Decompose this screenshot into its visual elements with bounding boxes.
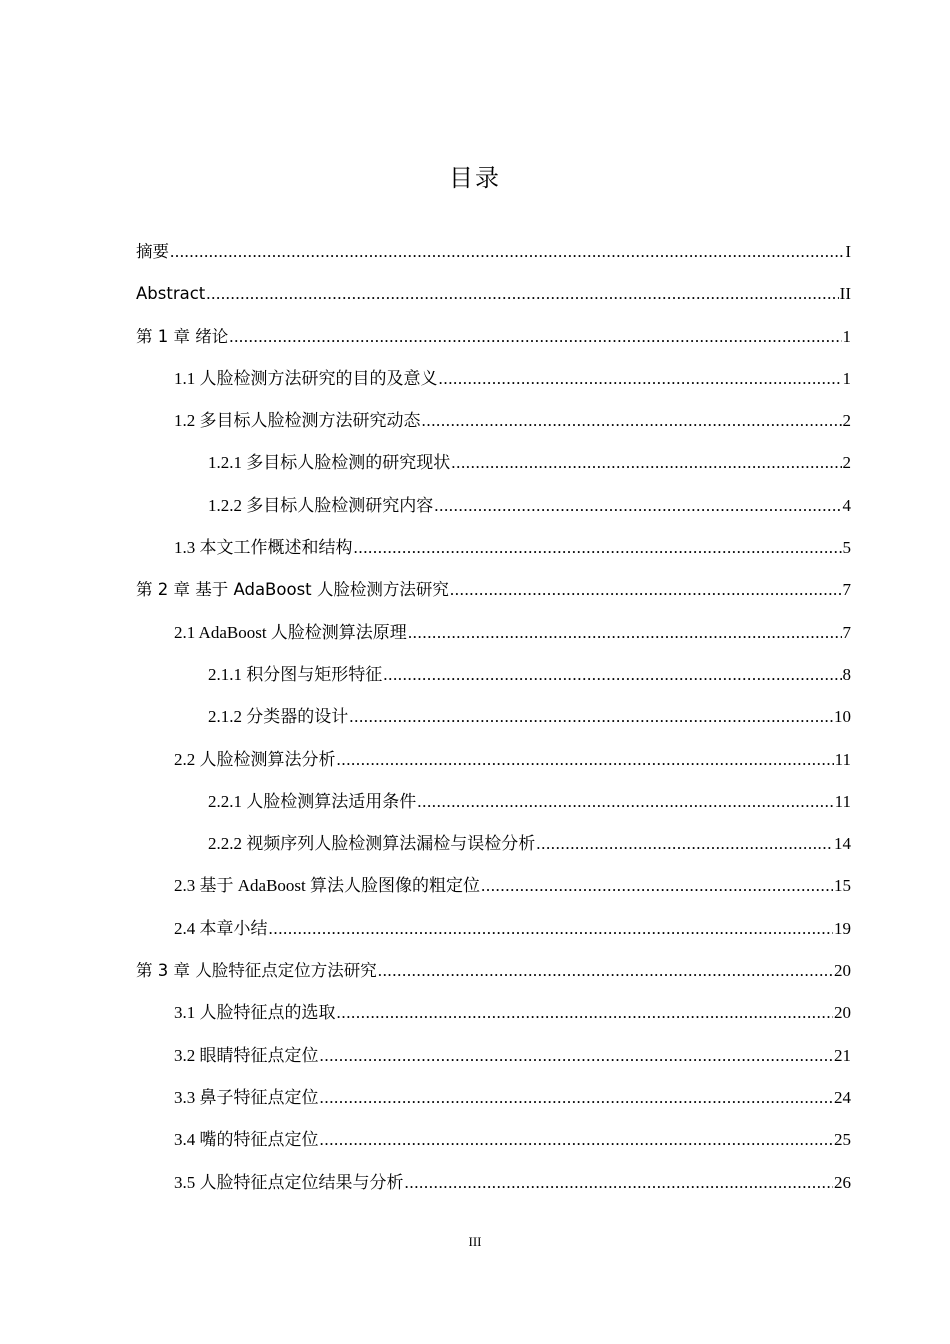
toc-leader-dots — [170, 231, 844, 273]
toc-entry-page: 26 — [834, 1172, 851, 1192]
toc-entry[interactable] — [136, 231, 851, 273]
toc-leader-dots — [405, 1162, 834, 1204]
toc-entry-page: 10 — [834, 707, 851, 727]
toc-entry[interactable] — [136, 1077, 851, 1119]
toc-leader-dots — [378, 950, 833, 992]
toc-entry-label: 2.2.1 人脸检测算法适用条件 — [208, 791, 417, 811]
page-title: 目录 — [449, 164, 501, 192]
toc-leader-dots — [320, 1077, 834, 1119]
toc-entry[interactable] — [136, 739, 851, 781]
toc-entry-page: I — [845, 242, 851, 261]
toc-entry-label: 1.1 人脸检测方法研究的目的及意义 — [174, 368, 438, 388]
toc-entry-page: 2 — [842, 453, 851, 473]
toc-entry[interactable] — [136, 400, 851, 442]
toc-entry[interactable] — [136, 992, 851, 1034]
table-of-contents — [136, 231, 851, 1204]
toc-leader-dots — [434, 485, 841, 527]
toc-leader-dots — [337, 992, 834, 1034]
toc-entry-label: 1.2 多目标人脸检测方法研究动态 — [174, 411, 421, 431]
toc-entry-page: 11 — [834, 791, 851, 811]
toc-entry-page: 2 — [842, 411, 851, 431]
toc-entry[interactable] — [136, 1119, 851, 1161]
toc-entry-page: 8 — [842, 664, 851, 684]
toc-entry-label: 2.1.2 分类器的设计 — [208, 707, 349, 727]
toc-entry-page: II — [839, 284, 851, 304]
toc-entry-label: 第 2 章 基于 AdaBoost 人脸检测方法研究 — [136, 580, 449, 600]
toc-entry-page: 24 — [834, 1087, 851, 1107]
toc-entry-label: 2.1.1 积分图与矩形特征 — [208, 664, 383, 684]
toc-entry-label: 1.2.2 多目标人脸检测研究内容 — [208, 495, 434, 515]
toc-entry[interactable] — [136, 823, 851, 865]
toc-entry[interactable] — [136, 950, 851, 992]
toc-entry[interactable] — [136, 569, 851, 611]
toc-entry-page: 21 — [834, 1045, 851, 1065]
toc-entry-page: 20 — [834, 1003, 851, 1023]
toc-entry-page: 25 — [834, 1130, 851, 1150]
toc-leader-dots — [354, 527, 842, 569]
toc-entry-label: 1.2.1 多目标人脸检测的研究现状 — [208, 453, 451, 473]
toc-leader-dots — [481, 865, 833, 907]
toc-entry-label: 第 1 章 绪论 — [136, 326, 229, 346]
toc-entry[interactable] — [136, 273, 851, 315]
toc-entry-label: 2.2 人脸检测算法分析 — [174, 749, 336, 769]
toc-leader-dots — [269, 908, 834, 950]
page-number-footer: III — [468, 1234, 482, 1249]
toc-leader-dots — [408, 612, 842, 654]
toc-leader-dots — [349, 696, 833, 738]
toc-entry-page: 7 — [842, 580, 851, 600]
toc-entry[interactable] — [136, 781, 851, 823]
toc-leader-dots — [439, 358, 842, 400]
toc-leader-dots — [450, 569, 842, 611]
toc-leader-dots — [383, 654, 841, 696]
toc-entry-label: 2.4 本章小结 — [174, 918, 268, 938]
toc-entry[interactable] — [136, 1162, 851, 1204]
toc-entry[interactable] — [136, 908, 851, 950]
toc-entry-page: 1 — [842, 368, 851, 388]
toc-entry[interactable] — [136, 654, 851, 696]
toc-entry-label: 3.1 人脸特征点的选取 — [174, 1003, 336, 1023]
toc-leader-dots — [229, 316, 841, 358]
toc-leader-dots — [206, 273, 838, 315]
toc-entry-label: 2.2.2 视频序列人脸检测算法漏检与误检分析 — [208, 834, 536, 854]
toc-entry-page: 11 — [834, 749, 851, 769]
toc-entry[interactable] — [136, 865, 851, 907]
toc-entry-page: 1 — [842, 326, 851, 346]
toc-entry-label: 2.1 AdaBoost 人脸检测算法原理 — [174, 622, 407, 642]
toc-entry-label: 第 3 章 人脸特征点定位方法研究 — [136, 961, 377, 981]
toc-entry-page: 7 — [842, 622, 851, 642]
toc-entry-label: 2.3 基于 AdaBoost 算法人脸图像的粗定位 — [174, 876, 480, 896]
toc-entry-label: 3.2 眼睛特征点定位 — [174, 1045, 319, 1065]
toc-entry[interactable] — [136, 442, 851, 484]
toc-leader-dots — [451, 442, 841, 484]
toc-leader-dots — [536, 823, 833, 865]
toc-entry-label: 3.5 人脸特征点定位结果与分析 — [174, 1172, 404, 1192]
toc-entry[interactable] — [136, 696, 851, 738]
toc-entry-label: 1.3 本文工作概述和结构 — [174, 538, 353, 558]
toc-entry[interactable] — [136, 316, 851, 358]
toc-entry-label: 3.4 嘴的特征点定位 — [174, 1130, 319, 1150]
toc-leader-dots — [337, 739, 834, 781]
toc-entry-page: 14 — [834, 834, 851, 854]
toc-entry-page: 15 — [834, 876, 851, 896]
toc-entry-page: 20 — [834, 961, 851, 981]
toc-entry-page: 4 — [842, 495, 851, 515]
toc-entry-page: 19 — [834, 918, 851, 938]
toc-entry-label: Abstract — [136, 284, 206, 304]
toc-entry[interactable] — [136, 358, 851, 400]
toc-leader-dots — [417, 781, 833, 823]
toc-leader-dots — [422, 400, 842, 442]
toc-entry[interactable] — [136, 485, 851, 527]
toc-entry-page: 5 — [842, 538, 851, 558]
toc-entry[interactable] — [136, 527, 851, 569]
toc-entry-label: 3.3 鼻子特征点定位 — [174, 1087, 319, 1107]
toc-leader-dots — [320, 1119, 834, 1161]
toc-entry-label: 摘要 — [136, 242, 169, 261]
toc-leader-dots — [320, 1035, 834, 1077]
toc-entry[interactable] — [136, 1035, 851, 1077]
toc-entry[interactable] — [136, 612, 851, 654]
